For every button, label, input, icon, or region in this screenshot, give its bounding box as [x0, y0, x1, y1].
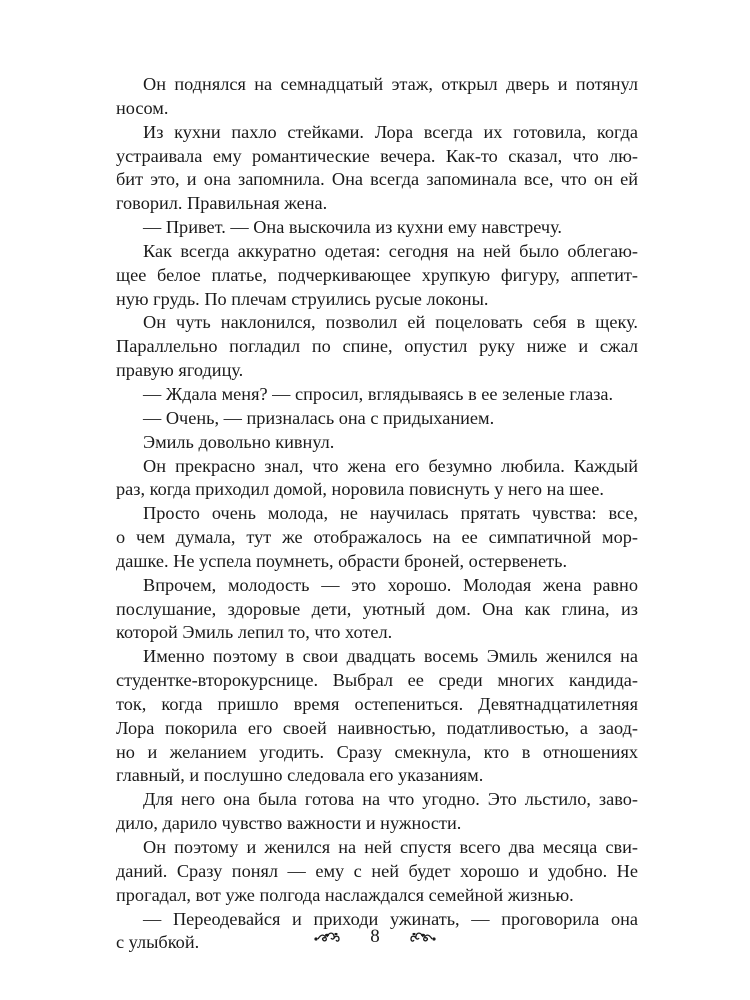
text-line: — Очень, — призналась она с придыханием. [143, 407, 495, 428]
text-line: бит это, и она запомнила. Она всегда запоминала все, что он ей [116, 169, 638, 190]
text-line: щее белое платье, подчеркивающее хрупкую фигуру, аппетит- [116, 264, 638, 285]
text-line: дило, дарило чувство важности и нужности. [116, 813, 462, 834]
paragraph [116, 455, 638, 503]
text-line: о чем думала, тут же отображалось на ее симпатичной мор- [116, 527, 638, 548]
paragraph [116, 216, 638, 240]
text-line: Именно поэтому в свои двадцать восемь Эмиль женился на [143, 646, 638, 667]
text-line: Он прекрасно знал, что жена его безумно любила. Каждый [143, 455, 638, 476]
text-line: главный, и послушно следовала его указаниям. [116, 765, 484, 786]
paragraph [116, 574, 638, 646]
paragraph [116, 383, 638, 407]
paragraph [116, 240, 638, 312]
text-line: Из кухни пахло стейками. Лора всегда их готовила, когда [143, 121, 638, 142]
text-line: — Переодевайся и приходи ужинать, — проговорила она [143, 908, 638, 929]
page-number: 8 [370, 926, 380, 947]
text-line: Он поэтому и женился на ней спустя всего два месяца сви- [143, 837, 638, 857]
paragraph [116, 502, 638, 574]
text-line: с улыбкой. [116, 932, 200, 953]
text-line: Эмиль довольно кивнул. [143, 431, 335, 452]
floral-ornament-icon-left [312, 930, 342, 944]
text-line: дашке. Не успела поумнеть, обрасти броней, остервенеть. [116, 550, 568, 571]
text-line: послушание, здоровые дети, уютный дом. Она как глина, из [116, 598, 638, 619]
paragraph [116, 407, 638, 431]
text-line: — Привет. — Она выскочила из кухни ему навстречу. [143, 217, 562, 238]
paragraph [116, 121, 638, 216]
text-line: которой Эмиль лепил то, что хотел. [116, 622, 393, 643]
text-line: Как всегда аккуратно одетая: сегодня на ней было облегаю- [143, 240, 638, 261]
text-line: ную грудь. По плечам струились русые локоны. [116, 288, 489, 309]
text-line: устраивала ему романтические вечера. Как-то сказал, что лю- [116, 145, 638, 166]
floral-ornament-icon-right [408, 930, 438, 944]
paragraph [116, 836, 638, 908]
page-footer [0, 922, 750, 952]
paragraph [116, 431, 638, 455]
text-line: Просто очень молода, не научилась прятать чувства: все, [143, 503, 638, 524]
text-line: Он чуть наклонился, позволил ей поцеловать себя в щеку. [143, 312, 638, 333]
text-line: даний. Сразу понял — ему с ней будет хорошо и удобно. Не [116, 860, 638, 881]
paragraph [116, 645, 638, 788]
text-line: Параллельно погладил по спине, опустил руку ниже и сжал [116, 336, 638, 357]
text-line: носом. [116, 97, 169, 118]
text-line: но и желанием угодить. Сразу смекнула, кто в отношениях [116, 741, 638, 762]
text-line: говорил. Правильная жена. [116, 193, 328, 214]
text-line: Лора покорила его своей наивностью, податливостью, а заод- [116, 717, 638, 738]
text-line: студентке-второкурснице. Выбрал ее среди многих кандида- [116, 670, 638, 691]
page-text [116, 73, 638, 955]
text-line: — Ждала меня? — спросил, вглядываясь в ее зеленые глаза. [143, 383, 614, 404]
text-line: Впрочем, молодость — это хорошо. Молодая жена равно [143, 574, 638, 595]
text-line: Он поднялся на семнадцатый этаж, открыл дверь и потянул [143, 74, 638, 94]
text-line: раз, когда приходил домой, норовила повиснуть у него на шее. [116, 479, 604, 500]
text-line: Для него она была готова на что угодно. Это льстило, заво- [143, 789, 638, 810]
paragraph [116, 788, 638, 836]
text-line: правую ягодицу. [116, 360, 244, 381]
paragraph [116, 73, 638, 121]
text-line: ток, когда пришло время остепениться. Девятнадцатилетняя [116, 693, 638, 714]
text-line: прогадал, вот уже полгода наслаждался семейной жизнью. [116, 884, 574, 905]
paragraph [116, 311, 638, 383]
